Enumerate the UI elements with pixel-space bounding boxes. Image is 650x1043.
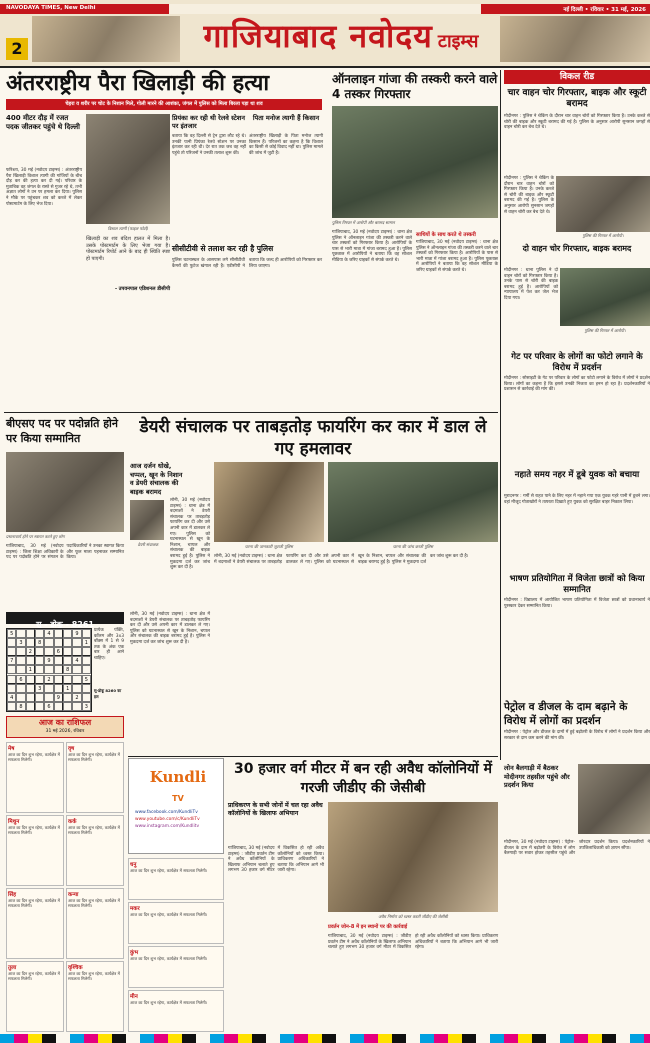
rashi-name: वृष xyxy=(68,746,75,752)
sudoku-cell xyxy=(26,629,35,638)
sudoku-cell xyxy=(82,665,91,674)
sudoku-cell xyxy=(82,693,91,702)
rashifal-date: 31 मई 2026, रविवार xyxy=(45,729,85,734)
rashi-tile xyxy=(128,990,224,1032)
sudoku-cell xyxy=(16,656,25,665)
ganja-body-2: गाजियाबाद, 30 मई (नवोदय टाइम्स) : थाना क्षेत्र पुलिस ने ऑनलाइन गांजा की तस्करी करने वाले चार तस्करों को गिरफ्तार किया है। आरोपियों के पास से भारी मात्रा में गांजा बरामद हुआ है। पुलिस पूछताछ में आरोपियों ने बताया कि वह सोशल मीडिया के जरिए ग्राहकों से संपर्क करते थे। xyxy=(416,240,498,273)
rashifal-grid-2 xyxy=(128,858,224,1032)
rashi-tile xyxy=(128,946,224,988)
rashi-name: मिथुन xyxy=(8,819,20,825)
sudoku-cell xyxy=(35,647,44,656)
gda-kicker-text: प्राधिकरण के सभी जोनों में चल रहा अवैध कॉलोनियों के खिलाफ अभियान xyxy=(228,802,323,818)
sudoku-title-text: सु - डोकू - 8261 xyxy=(36,620,94,629)
sudoku-cell xyxy=(26,675,35,684)
sudoku-cell xyxy=(82,647,91,656)
sudoku-cell: 3 xyxy=(16,638,25,647)
rashi-tile xyxy=(6,961,64,1032)
ganja-photo xyxy=(332,106,498,218)
lead-quote-by: - उपवनपाल एडिशनल डीसीपी xyxy=(114,286,170,292)
loni-kicker-text: लोन बैलगाड़ी में बैठकर मोदीनगर तहसील पहुंचे और प्रदर्शन किया xyxy=(504,764,570,789)
sudoku-cell: 9 xyxy=(44,656,53,665)
weekly-c2: पुलिस की गिरफ्त में आरोपी। xyxy=(584,328,626,333)
kundli-link-fb[interactable]: www.facebook.com/KundliTv xyxy=(135,810,198,815)
weekly-h3: गेट पर परिवार के लोगों का फोटो लगाने के विरोध में प्रदर्शन xyxy=(511,352,643,373)
rashi-name: मकर xyxy=(130,906,140,912)
dairy-bullet-4: बाइक बरामद xyxy=(130,487,162,496)
sudoku-cell xyxy=(54,638,63,647)
sudoku-cell xyxy=(7,665,16,674)
weekly-c1: पुलिस की गिरफ्त में आरोपी। xyxy=(582,233,624,238)
dairy-photo1 xyxy=(214,462,324,542)
lead-kicker xyxy=(6,114,82,132)
section-rule-1 xyxy=(4,412,498,413)
kundli-link-ig[interactable]: www.instagram.com/Kundlitv xyxy=(135,824,200,829)
weekly-b1-cont: मोदीनगर : पुलिस ने चेकिंग के दौरान चार वाहन चोरों को गिरफ्तार किया है। उनके कब्जे से चोरी की बाइक और स्कूटी बरामद की गई है। पुलिस के अनुसार आरोपी सुनसान जगहों से वाहन चोरी कर बेच देते थे। xyxy=(504,176,554,215)
sudoku-cell: 2 xyxy=(72,693,81,702)
rashi-text: आज का दिन शुभ रहेगा, कार्यक्षेत्र में सफलता मिलेगी। xyxy=(8,825,60,835)
sudoku-cell xyxy=(54,656,63,665)
sudoku-cell xyxy=(26,656,35,665)
sudoku-cell xyxy=(7,684,16,693)
kundli-logo xyxy=(143,767,213,803)
sudoku-cell: 5 xyxy=(7,629,16,638)
sudoku-cell: 1 xyxy=(26,665,35,674)
sudoku-cell xyxy=(82,629,91,638)
sudoku-cell xyxy=(63,702,72,711)
sudoku-cell: 4 xyxy=(44,629,53,638)
masthead-title-sub: टाइम्स xyxy=(437,31,479,52)
weekly-b2: मोदीनगर : थाना पुलिस ने दो वाहन चोरों को गिरफ्तार किया है। उनके पास से चोरी की बाइक बरामद हुई है। आरोपियों को न्यायालय में पेश कर जेल भेज दिया गया। xyxy=(504,268,558,301)
dairy-bullet-3: व डेयरी संचालक की xyxy=(130,479,179,487)
rashi-text: आज का दिन शुभ रहेगा, कार्यक्षेत्र में सफलता मिलेगी। xyxy=(130,1000,208,1005)
gda-body-2: गाजियाबाद, 30 मई (नवोदय टाइम्स) : जीडीए प्रवर्तन टीम ने अवैध कॉलोनियों के खिलाफ अभियान चलाते हुए लगभग 30 हजार वर्ग मीटर में विकसित हो रही अवैध कॉलोनियों को ध्वस्त किया। प्राधिकरण अधिकारियों ने बताया कि अभियान आगे भी जारी रहेगा। xyxy=(328,934,498,951)
rashi-name: धनु xyxy=(130,862,137,868)
masthead-rule xyxy=(0,66,650,68)
sudoku-cell xyxy=(44,647,53,656)
lead-kicker-text: 400 मीटर दौड़ में रजत पदक जीतकर पहुंचे थे दिल्ली xyxy=(6,114,80,131)
sudoku-cell xyxy=(82,684,91,693)
sudoku-cell xyxy=(72,702,81,711)
sudoku-cell xyxy=(7,638,16,647)
rashi-text: आज का दिन शुभ रहेगा, कार्यक्षेत्र में सफलता मिलेगी। xyxy=(68,898,120,908)
sudoku-cell xyxy=(26,702,35,711)
dairy-bullets xyxy=(130,462,210,496)
sudoku-cell: 8 xyxy=(35,638,44,647)
sudoku-cell xyxy=(54,665,63,674)
rashi-name: मीन xyxy=(130,994,138,1000)
dairy-headline: डेयरी संचालक पर ताबड़तोड़ फायरिंग कर कार में डाल ले गए हमलावर xyxy=(139,417,487,459)
sudoku-cell: 3 xyxy=(82,702,91,711)
bsp-caption: प्रधानाचार्य होने पर स्वागत करते हुए लोग xyxy=(6,534,65,539)
masthead-right-tag: नई दिल्ली • रविवार • 31 मई, 2026 xyxy=(563,7,646,13)
ganja-caption: पुलिस गिरफ्त में आरोपी और बरामद सामान xyxy=(332,220,395,225)
sudoku-cell xyxy=(54,675,63,684)
rashi-name: कन्या xyxy=(68,892,79,898)
sudoku-cell: 9 xyxy=(54,693,63,702)
weekly-b1: मोदीनगर : पुलिस ने चेकिंग के दौरान चार वाहन चोरों को गिरफ्तार किया है। उनके कब्जे से चोरी की बाइक और स्कूटी बरामद की गई है। पुलिस के अनुसार आरोपी सुनसान जगहों से वाहन चोरी कर बेच देते थे। xyxy=(504,114,650,131)
sudoku-cell: 7 xyxy=(7,656,16,665)
ganja-body: गाजियाबाद, 30 मई (नवोदय टाइम्स) : थाना क्षेत्र पुलिस ने ऑनलाइन गांजा की तस्करी करने वाले चार तस्करों को गिरफ्तार किया है। आरोपियों के पास से भारी मात्रा में गांजा बरामद हुआ है। पुलिस पूछताछ में आरोपियों ने बताया कि वह सोशल मीडिया के जरिए ग्राहकों से संपर्क करते थे। xyxy=(332,230,412,263)
sudoku-cell: 8 xyxy=(63,665,72,674)
bsp-photo xyxy=(6,452,124,532)
sudoku-cell xyxy=(72,684,81,693)
masthead-right-photo xyxy=(500,16,650,62)
sudoku-cell: 2 xyxy=(26,647,35,656)
kundli-link-yt[interactable]: www.youtube.com/c/KundliTv xyxy=(135,817,200,822)
weekly-b3: मोदीनगर : सोसाइटी के गेट पर परिवार के लोगों का फोटो लगाने के विरोध में लोगों ने प्रदर्शन किया। लोगों का कहना है कि इससे उनकी निजता का हनन हो रहा है। प्रदर्शनकारियों ने प्रशासन से कार्रवाई की मांग की। xyxy=(504,376,650,393)
sudoku-cell xyxy=(26,638,35,647)
rashi-text: आज का दिन शुभ रहेगा, कार्यक्षेत्र में सफलता मिलेगी। xyxy=(8,898,60,908)
section-rule-2 xyxy=(128,756,498,757)
sudoku-cell xyxy=(72,675,81,684)
dairy-bullet-1: आज दर्जन धोखे, xyxy=(130,462,172,470)
lead-cctv-head: सीसीटीवी से तलाश कर रही है पुलिस xyxy=(172,244,274,253)
sudoku-cell: 3 xyxy=(35,684,44,693)
rashi-tile xyxy=(66,961,124,1032)
sudoku-cell xyxy=(54,629,63,638)
sudoku-cell xyxy=(26,684,35,693)
rashi-name: सिंह xyxy=(8,892,17,898)
sudoku-cell xyxy=(72,647,81,656)
dairy-photo2 xyxy=(328,462,498,542)
lead-headline: अंतरराष्ट्रीय पैरा खिलाड़ी की हत्या xyxy=(6,71,270,96)
dairy-body-3: लोनी, 30 मई (नवोदय टाइम्स) : थाना क्षेत्र में बदमाशों ने डेयरी संचालक पर ताबड़तोड़ फायरिंग कर दी और उसे अपनी कार में डालकर ले गए। पुलिस को घटनास्थल से खून के निशान, चप्पल और संचालक की बाइक बरामद हुई है। पुलिस ने मुकदमा दर्ज कर जांच शुरू कर दी है। xyxy=(130,612,210,645)
sudoku-cell xyxy=(44,684,53,693)
sudoku-cell xyxy=(54,702,63,711)
footer-registration-bar xyxy=(0,1034,650,1043)
sudoku-cell xyxy=(82,656,91,665)
sudoku-cell: 1 xyxy=(63,684,72,693)
ganja-headline: ऑनलाइन गांजा की तस्करी करने वाले 4 तस्कर गिरफ्तार xyxy=(332,72,498,101)
sudoku-cell xyxy=(35,665,44,674)
sudoku-cell: 1 xyxy=(82,638,91,647)
lead-quote: खिलाड़ी का शव बंदिश हालत में मिला है। उसके पोस्टमार्टम के लिए भेजा गया है। पोस्टमार्टम रिपोर्ट आने के बाद ही स्थिति स्पष्ट हो पाएगी। xyxy=(86,236,170,262)
loni-body: मोदीनगर, 30 मई (नवोदय टाइम्स) : पेट्रोल-डीजल के दाम में बढ़ोतरी के विरोध में लोग बैलगाड़ी पर सवार होकर तहसील पहुंचे और जोरदार प्रदर्शन किया। प्रदर्शनकारियों ने उपजिलाधिकारी को ज्ञापन सौंपा। xyxy=(504,840,650,857)
weekly-h6: पेट्रोल व डीजल के दाम बढ़ाने के विरोध में लोगों का प्रदर्शन xyxy=(504,701,628,727)
rashi-text: आज का दिन शुभ रहेगा, कार्यक्षेत्र में सफलता मिलेगी। xyxy=(8,752,60,762)
page-number: 2 xyxy=(6,38,28,60)
rashifal-title: आज का राशिफल xyxy=(38,718,92,727)
sudoku-cell xyxy=(54,684,63,693)
dairy-cap2: घटना की जांच करती पुलिस xyxy=(392,544,434,549)
sudoku-cell xyxy=(72,638,81,647)
sudoku-cell xyxy=(16,665,25,674)
rashi-tile xyxy=(128,858,224,900)
dairy-body-2: लोनी, 30 मई (नवोदय टाइम्स) : थाना क्षेत्र में बदमाशों ने डेयरी संचालक पर ताबड़तोड़ फायरिंग कर दी और उसे अपनी कार में डालकर ले गए। पुलिस को घटनास्थल से खून के निशान, चप्पल और संचालक की बाइक बरामद हुई है। पुलिस ने मुकदमा दर्ज कर जांच शुरू कर दी है। xyxy=(214,554,469,565)
sudoku-title xyxy=(6,612,124,629)
lead-father-head: पिता मनोज त्यागी हैं किसान xyxy=(252,114,320,122)
dairy-body: लोनी, 30 मई (नवोदय टाइम्स) : थाना क्षेत्र में बदमाशों ने डेयरी संचालक पर ताबड़तोड़ फायरिंग कर दी और उसे अपनी कार में डालकर ले गए। पुलिस को घटनास्थल से खून के निशान, चप्पल और संचालक की बाइक बरामद हुई है। पुलिस ने मुकदमा दर्ज कर जांच शुरू कर दी है। xyxy=(170,498,210,571)
gda-sub: प्रवर्तन जोन-8 में इन स्थानों पर की कार्रवाई xyxy=(328,924,408,930)
sudoku-cell xyxy=(7,675,16,684)
sudoku-cell: 6 xyxy=(54,647,63,656)
masthead-title xyxy=(176,14,506,62)
lead-strap: चेहरा व शरीर पर चोट के निशान मिले, गोली मारने की आशंका, जंगल में पुलिस को मिला बिरला पड़ा था शव xyxy=(6,99,322,110)
gda-kicker xyxy=(228,802,324,818)
bsp-headline: बीएसए पद पर पदोन्नति होने पर किया सम्मानित xyxy=(6,417,119,445)
sudoku-cell xyxy=(16,693,25,702)
rashi-tile xyxy=(66,815,124,886)
sudoku-cell xyxy=(44,665,53,674)
rashifal-box xyxy=(6,716,124,738)
sudoku-cell: 8 xyxy=(16,702,25,711)
lead-body: फरिश्ता, 30 मई (नवोदय टाइम्स) : अंतरराष्ट्रीय पैरा खिलाड़ी विशाल त्यागी की गांजियों के बीच दौड़ कर की हत्या कर दी गई। परिवार के मुताबिक वह जंगल के रास्ते से गुजर रहे थे, तभी अज्ञात लोगों ने उन पर हमला कर दिया। पुलिस ने मौके पर पहुंचकर शव को कब्जे में लेकर पोस्टमार्टम के लिए भेज दिया। xyxy=(6,168,82,207)
weekly-h2: दो वाहन चोर गिरफ्तार, बाइक बरामद xyxy=(522,244,632,253)
lead-sidebar-head: प्रियंका कर रही थी रेलवे स्टेशन पर इंतजार xyxy=(172,114,245,130)
sudoku-cell: 5 xyxy=(82,675,91,684)
rashi-text: आज का दिन शुभ रहेगा, कार्यक्षेत्र में सफलता मिलेगी। xyxy=(68,752,120,762)
rashi-tile xyxy=(128,902,224,944)
dairy-mug-caption: डेयरी संचालक xyxy=(137,542,159,547)
weekly-read-tag: विकल रीड xyxy=(504,70,650,84)
gda-photo xyxy=(328,802,498,912)
sudoku-cell xyxy=(63,629,72,638)
rashi-name: वृश्चिक xyxy=(68,965,83,971)
ganja-sub: साथियों के साथ करते थे तस्करी xyxy=(416,232,476,238)
masthead-left-photo xyxy=(32,16,180,62)
lead-cctv-body: पुलिस घटनास्थल के आसपास लगे सीसीटीवी कैमरों की फुटेज खंगाल रही है। एडीसीपी ने बताया कि जल्द ही आरोपियों को गिरफ्तार कर लिया जाएगा। xyxy=(172,258,322,269)
sudoku-cell xyxy=(44,638,53,647)
sudoku-cell xyxy=(35,702,44,711)
weekly-h4: नहाते समय नहर में डूबे युवक को बचाया xyxy=(514,470,640,480)
loni-kicker xyxy=(504,764,574,790)
sudoku-cell xyxy=(44,693,53,702)
rashi-text: आज का दिन शुभ रहेगा, कार्यक्षेत्र में सफलता मिलेगी। xyxy=(68,971,120,981)
sudoku-cell xyxy=(63,656,72,665)
rashi-text: आज का दिन शुभ रहेगा, कार्यक्षेत्र में सफलता मिलेगी। xyxy=(130,956,208,961)
sudoku-cell xyxy=(35,693,44,702)
weekly-b6: मोदीनगर : पेट्रोल और डीजल के दामों में हुई बढ़ोतरी के विरोध में लोगों ने प्रदर्शन किया और सरकार से दाम कम करने की मांग की। xyxy=(504,730,650,741)
gda-headline: 30 हजार वर्ग मीटर में बन रही अवैध कॉलोनियों में गरजी जीडीए की जेसीबी xyxy=(234,761,492,796)
gda-caption: अवैध निर्माण को ध्वस्त करती जीडीए की जेसीबी xyxy=(378,914,448,919)
rashi-tile xyxy=(6,888,64,959)
sudoku-cell xyxy=(35,675,44,684)
rashi-text: आज का दिन शुभ रहेगा, कार्यक्षेत्र में सफलता मिलेगी। xyxy=(68,825,120,835)
weekly-photo1 xyxy=(556,176,650,232)
rashi-text: आज का दिन शुभ रहेगा, कार्यक्षेत्र में सफलता मिलेगी। xyxy=(130,868,208,873)
sudoku-cell xyxy=(26,693,35,702)
sudoku-cell xyxy=(35,656,44,665)
kundli-ad xyxy=(128,758,224,854)
rashifal-grid xyxy=(6,742,124,1032)
lead-father-body: अंतरराष्ट्रीय खिलाड़ी के पिता मनोज त्यागी किसान हैं। परिजनों का कहना है कि विशाल का किसी से कोई विवाद नहीं था। पुलिस मामले की जांच में जुटी है। xyxy=(249,134,323,156)
kundli-links xyxy=(135,809,219,830)
sudoku-cell xyxy=(7,647,16,656)
gda-body: गाजियाबाद, 30 मई (नवोदय टाइम्स) : जीडीए प्रवर्तन टीम ने अवैध कॉलोनियों के खिलाफ अभियान चलाते हुए लगभग 30 हजार वर्ग मीटर में विकसित हो रही अवैध कॉलोनियों को ध्वस्त किया। प्राधिकरण अधिकारियों ने बताया कि अभियान आगे भी जारी रहेगा। xyxy=(228,846,324,874)
sudoku-cell xyxy=(63,693,72,702)
kundli-brand-2: TV xyxy=(172,794,184,803)
sudoku-cell xyxy=(7,702,16,711)
weekly-b5: मोदीनगर : विद्यालय में आयोजित भाषण प्रतियोगिता में विजेता छात्रों को प्रधानाचार्य ने पुरस्कार देकर सम्मानित किया। xyxy=(504,598,650,609)
sudoku-hint: प्रत्येक पंक्ति, कॉलम और 3x3 बॉक्स में 1 से 9 तक के अंक एक बार ही आने चाहिए। xyxy=(94,628,124,661)
rashi-tile xyxy=(66,742,124,813)
dairy-bullet-2: चप्पल, खून के निशान xyxy=(130,470,183,479)
sudoku-cell xyxy=(63,638,72,647)
dairy-mug xyxy=(130,500,164,540)
column-rule-right xyxy=(500,70,501,760)
bsp-body: गाजियाबाद, 30 मई (नवोदय टाइम्स) : जिला शिक्षा अधिकारी के पद पर पदोन्नति होने पर संगठन के पदाधिकारियों ने उनका स्वागत किया और फूल माला पहनाकर सम्मानित किया। xyxy=(6,544,124,561)
rashi-text: आज का दिन शुभ रहेगा, कार्यक्षेत्र में सफलता मिलेगी। xyxy=(130,912,208,917)
sudoku-cell xyxy=(63,675,72,684)
rashi-text: आज का दिन शुभ रहेगा, कार्यक्षेत्र में सफलता मिलेगी। xyxy=(8,971,60,981)
sudoku-cell xyxy=(16,647,25,656)
sudoku-cell: 4 xyxy=(7,693,16,702)
sudoku-cell xyxy=(16,629,25,638)
masthead xyxy=(0,0,650,66)
kundli-brand: Kundli xyxy=(149,768,207,786)
rashi-tile xyxy=(6,815,64,886)
rashi-name: कुंभ xyxy=(130,950,139,956)
sudoku-prev-label: सु-डोकू 8260 का हल xyxy=(94,688,122,699)
sudoku-cell: 6 xyxy=(16,675,25,684)
weekly-b4: मुरादनगर : गर्मी से राहत पाने के लिए नहर में नहाने गया एक युवक गहरे पानी में डूबने लगा। वहां मौजूद गोताखोरों ने तत्परता दिखाते हुए युवक को सुरक्षित बाहर निकाल लिया। xyxy=(504,494,650,505)
rashi-tile xyxy=(6,742,64,813)
weekly-photo2 xyxy=(560,268,650,326)
weekly-h1: चार वाहन चोर गिरफ्तार, बाइक और स्कूटी बरामद xyxy=(507,88,647,109)
lead-photo-caption: विशाल त्यागी (फाइल फोटो) xyxy=(107,226,149,231)
dairy-cap1: घटना की जानकारी जुटाती पुलिस xyxy=(245,544,293,549)
sudoku-cell xyxy=(16,684,25,693)
sudoku-cell: 6 xyxy=(44,702,53,711)
lead-sidebar-body: बताया कि वह दिल्ली से ट्रेन द्वारा लौट रहे थे। उनकी पत्नी प्रियंका रेलवे स्टेशन पर उनका इंतजार कर रही थी। देर रात तक जब वह नहीं पहुंचे तो परिजनों ने उनकी तलाश शुरू की। xyxy=(172,134,246,156)
masthead-left-tag: NAVODAYA TIMES, New Delhi xyxy=(6,5,96,11)
sudoku-cell: 2 xyxy=(44,675,53,684)
rashi-tile xyxy=(66,888,124,959)
sudoku-cell xyxy=(63,647,72,656)
rashi-name: मेष xyxy=(8,746,15,752)
sudoku-cell xyxy=(72,665,81,674)
rashi-name: तुला xyxy=(8,965,17,971)
sudoku-cell xyxy=(35,629,44,638)
weekly-h5: भाषण प्रतियोगिता में विजेता छात्रों को किया सम्मानित xyxy=(509,574,645,595)
masthead-title-main: गाजियाबाद नवोदय xyxy=(203,17,433,55)
lead-photo xyxy=(86,114,170,224)
rashi-name: कर्क xyxy=(68,819,77,825)
sudoku-cell: 9 xyxy=(72,629,81,638)
sudoku-grid xyxy=(6,628,92,712)
sudoku-cell: 4 xyxy=(72,656,81,665)
loni-photo xyxy=(578,764,650,834)
